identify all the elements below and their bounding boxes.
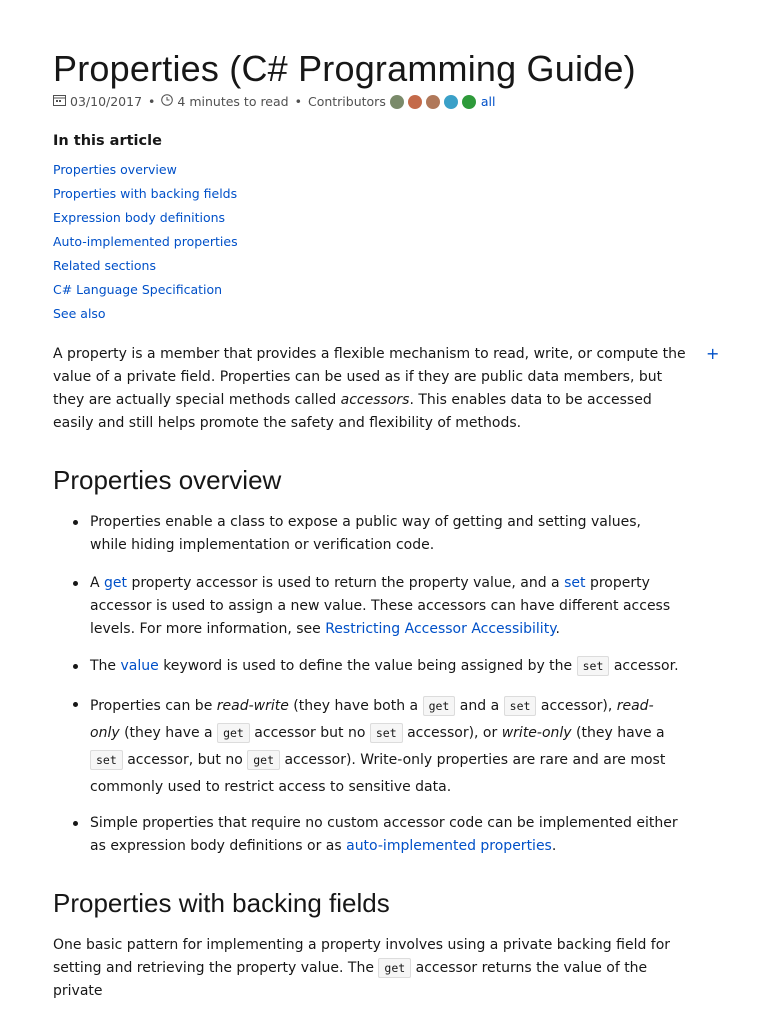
toc-item xyxy=(53,281,238,305)
get-link[interactable]: get xyxy=(104,575,128,591)
toc-link-auto-implemented[interactable]: Auto-implemented properties xyxy=(53,234,238,249)
inline-code: get xyxy=(217,723,250,743)
page-title: Properties (C# Programming Guide) xyxy=(53,48,636,89)
bullet-text: . xyxy=(555,621,560,637)
emphasis-text: read-write xyxy=(216,698,289,714)
intro-text: A property is a member that provides a flexible mechanism to read, write, or compute the value of a private field. Properties can be used as if they are public data members, but they are actually special methods called xyxy=(53,346,686,408)
toc-item xyxy=(53,209,238,233)
bullet-text: (they have a xyxy=(119,725,218,741)
toc-heading: In this article xyxy=(53,133,162,149)
section-heading-properties-overview: Properties overview xyxy=(53,465,282,495)
intro-paragraph xyxy=(53,343,693,435)
bullet-text: The xyxy=(90,658,121,674)
expand-plus-button[interactable]: + xyxy=(706,344,720,363)
contributor-avatar[interactable] xyxy=(390,95,404,109)
emphasis-text: read-only xyxy=(90,698,654,741)
inline-code: get xyxy=(247,750,280,770)
article-date: 03/10/2017 xyxy=(70,94,143,109)
contributor-avatar[interactable] xyxy=(462,95,476,109)
article-metadata xyxy=(53,94,495,109)
bullet-text: property accessor is used to assign a new value. These accessors can have different access levels. For more information, see xyxy=(90,575,671,637)
list-item xyxy=(90,655,680,678)
contributor-avatar[interactable] xyxy=(444,95,458,109)
list-item xyxy=(90,693,680,801)
bullet-text: and a xyxy=(455,698,504,714)
toc-item xyxy=(53,161,238,185)
bullet-text: Properties enable a class to expose a public way of getting and setting values, while hiding implementation or verification code. xyxy=(90,514,641,553)
bullet-text: accessor but no xyxy=(249,725,370,741)
inline-code: get xyxy=(378,958,411,978)
toc-link-see-also[interactable]: See also xyxy=(53,306,106,321)
toc-link-properties-overview[interactable]: Properties overview xyxy=(53,162,177,177)
inline-code: get xyxy=(423,696,456,716)
bullet-text: Simple properties that require no custom accessor code can be implemented either as expression body definitions or as xyxy=(90,815,678,854)
inline-code: set xyxy=(577,656,610,676)
value-link[interactable]: value xyxy=(120,658,159,674)
accessors-term: accessors xyxy=(340,392,410,408)
contributor-avatar[interactable] xyxy=(408,95,422,109)
calendar-icon xyxy=(53,94,66,109)
bullet-text: (they have a xyxy=(571,725,665,741)
intro-text: . This enables data to be accessed easily and still helps promote the safety and flexibility of methods. xyxy=(53,392,652,431)
emphasis-text: write-only xyxy=(501,725,572,741)
read-time: 4 minutes to read xyxy=(177,94,289,109)
bullet-text: (they have both a xyxy=(288,698,423,714)
bullet-text: accessor). Write-only properties are rare and are most commonly used to restrict access to sensitive data. xyxy=(90,752,666,795)
inline-code: set xyxy=(370,723,403,743)
meta-separator: • xyxy=(148,94,156,109)
toc-link-language-spec[interactable]: C# Language Specification xyxy=(53,282,223,297)
meta-separator: • xyxy=(294,94,302,109)
toc-item xyxy=(53,305,238,329)
table-of-contents xyxy=(53,161,238,329)
clock-icon xyxy=(161,94,173,109)
section-heading-backing-fields: Properties with backing fields xyxy=(53,888,390,918)
inline-code: set xyxy=(90,750,123,770)
inline-code: set xyxy=(504,696,537,716)
toc-link-expression-body[interactable]: Expression body definitions xyxy=(53,210,226,225)
toc-link-related-sections[interactable]: Related sections xyxy=(53,258,156,273)
paragraph-text: accessor returns the value of the private xyxy=(53,960,648,999)
contributors-label: Contributors xyxy=(307,94,386,109)
toc-link-backing-fields[interactable]: Properties with backing fields xyxy=(53,186,238,201)
bullet-text: property accessor is used to return the property value, and a xyxy=(127,575,565,591)
bullet-text: accessor), or xyxy=(402,725,502,741)
bullet-text: . xyxy=(551,838,557,854)
contributor-avatar[interactable] xyxy=(426,95,440,109)
bullet-text: accessor), xyxy=(536,698,617,714)
toc-item xyxy=(53,257,238,281)
toc-item xyxy=(53,233,238,257)
auto-implemented-link[interactable]: auto-implemented properties xyxy=(346,838,552,854)
paragraph-text: One basic pattern for implementing a property involves using a private backing field for setting and retrieving the property value. The xyxy=(53,937,671,976)
toc-item xyxy=(53,185,238,209)
restricting-accessor-link[interactable]: Restricting Accessor Accessibility xyxy=(325,621,556,637)
bullet-text: keyword is used to define the value being assigned by the xyxy=(158,658,577,674)
backing-fields-paragraph xyxy=(53,934,688,1003)
list-item xyxy=(90,511,680,557)
bullet-text: A xyxy=(90,575,105,591)
set-link[interactable]: set xyxy=(564,575,586,591)
bullet-text: accessor. xyxy=(609,658,679,674)
all-contributors-link[interactable]: all xyxy=(480,94,496,109)
list-item xyxy=(90,572,680,641)
list-item xyxy=(90,812,680,858)
bullet-text: accessor, but no xyxy=(122,752,248,768)
bullet-text: Properties can be xyxy=(90,698,217,714)
